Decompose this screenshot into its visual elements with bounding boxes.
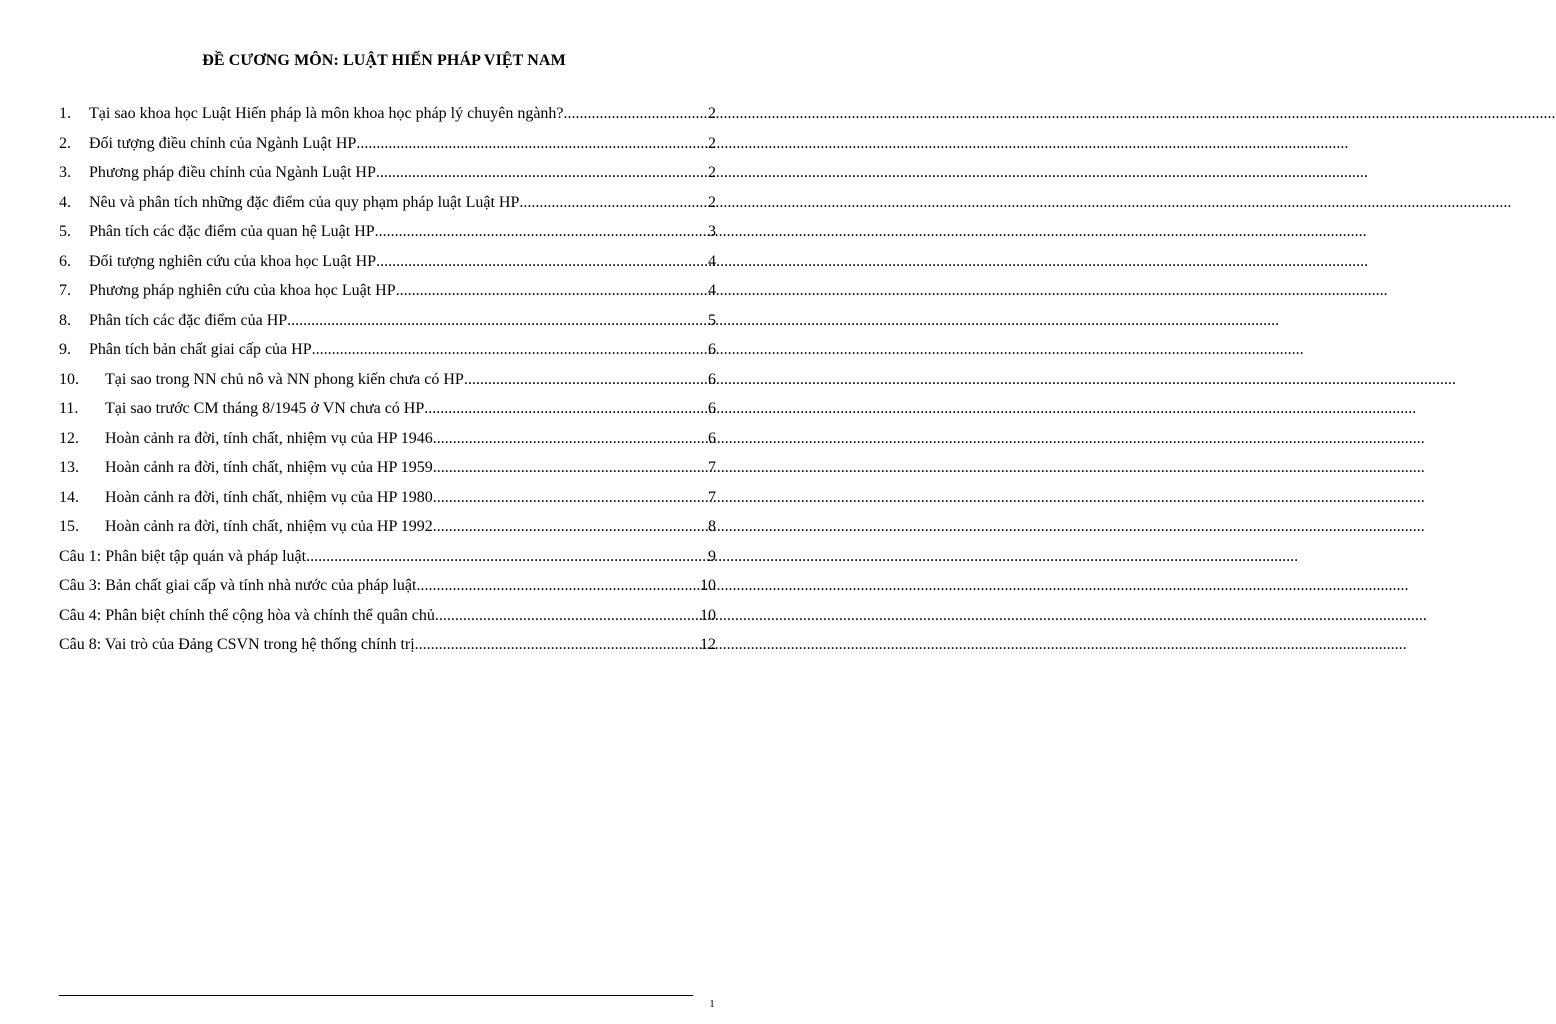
toc-entry-title: Phương pháp nghiên cứu của khoa học Luật HP — [89, 282, 396, 299]
toc-entry-page: 6 — [708, 341, 716, 358]
toc-entry-number: 9. — [59, 341, 71, 358]
toc-entry-title: Hoàn cảnh ra đời, tính chất, nhiệm vụ của HP 1980 — [105, 488, 433, 506]
toc-entry[interactable] — [59, 129, 716, 159]
toc-dot-leader — [306, 542, 708, 572]
toc-entry[interactable] — [59, 512, 716, 542]
toc-dot-leader — [433, 424, 708, 454]
toc-entry[interactable] — [59, 188, 716, 218]
toc-entry[interactable] — [59, 394, 716, 424]
toc-entry-title: Nêu và phân tích những đặc điểm của quy phạm pháp luật Luật HP — [89, 193, 520, 211]
footer-page-number: 1 — [709, 998, 715, 1010]
toc-entry-number: 11. — [59, 400, 79, 417]
toc-entry-number: 10. — [59, 370, 79, 388]
toc-entry-page: 2 — [708, 193, 716, 211]
toc-entry-page: 9 — [708, 547, 716, 565]
toc-entry-number: 8. — [59, 311, 71, 329]
toc-dot-leader — [519, 188, 708, 218]
toc-entry-title: Câu 4: Phân biệt chính thể cộng hòa và chính thể quân chủ — [59, 606, 435, 624]
toc-entry[interactable] — [59, 158, 716, 188]
toc-dot-leader — [433, 483, 708, 513]
toc-entry-page: 8 — [708, 518, 716, 535]
toc-dot-leader — [396, 276, 708, 306]
toc-dot-leader — [415, 630, 700, 660]
toc-entry[interactable] — [59, 365, 716, 395]
toc-entry-page: 2 — [708, 105, 716, 122]
table-of-contents — [59, 99, 716, 660]
toc-entry[interactable] — [59, 542, 716, 572]
toc-entry-number: 12. — [59, 429, 79, 447]
toc-entry-number: 7. — [59, 282, 71, 299]
toc-entry-page: 4 — [708, 252, 716, 270]
toc-entry-page: 10 — [700, 577, 716, 594]
toc-dot-leader — [287, 306, 708, 336]
toc-entry-title: Hoàn cảnh ra đời, tính chất, nhiệm vụ của HP 1946 — [105, 429, 433, 447]
toc-dot-leader — [375, 217, 708, 247]
toc-entry-page: 3 — [708, 223, 716, 240]
toc-entry-title: Phân tích bản chất giai cấp của HP — [89, 341, 312, 358]
toc-entry[interactable] — [59, 276, 716, 306]
toc-entry[interactable] — [59, 424, 716, 454]
toc-entry-page: 6 — [708, 370, 716, 388]
toc-entry-page: 4 — [708, 282, 716, 299]
toc-entry-title: Phương pháp điều chỉnh của Ngành Luật HP — [89, 164, 376, 181]
toc-entry-page: 6 — [708, 429, 716, 447]
toc-entry-number: 14. — [59, 488, 79, 506]
toc-entry-number: 2. — [59, 134, 71, 152]
toc-entry-page: 2 — [708, 134, 716, 152]
toc-dot-leader — [433, 512, 708, 542]
toc-entry-title: Đối tượng nghiên cứu của khoa học Luật HP — [89, 252, 377, 270]
toc-entry[interactable] — [59, 571, 716, 601]
toc-entry[interactable] — [59, 306, 716, 336]
toc-dot-leader — [376, 247, 708, 277]
toc-dot-leader — [564, 99, 708, 129]
toc-entry[interactable] — [59, 99, 716, 129]
toc-entry-page: 6 — [708, 400, 716, 417]
toc-dot-leader — [435, 601, 700, 631]
toc-entry-title: Tại sao trong NN chủ nô và NN phong kiến chưa có HP — [105, 370, 464, 388]
toc-entry-title: Phân tích các đặc điểm của quan hệ Luật HP — [89, 223, 375, 240]
toc-dot-leader — [356, 129, 708, 159]
toc-entry[interactable] — [59, 247, 716, 277]
toc-entry-page: 10 — [700, 606, 716, 624]
toc-entry[interactable] — [59, 630, 716, 660]
toc-entry-title: Phân tích các đặc điểm của HP — [89, 311, 288, 329]
toc-dot-leader — [312, 335, 708, 365]
toc-entry[interactable] — [59, 217, 716, 247]
toc-entry-title: Hoàn cảnh ra đời, tính chất, nhiệm vụ của HP 1959 — [105, 459, 433, 476]
toc-entry-title: Tại sao trước CM tháng 8/1945 ở VN chưa có HP — [105, 400, 425, 417]
footer-divider — [59, 995, 693, 996]
toc-entry[interactable] — [59, 601, 716, 631]
toc-entry-number: 4. — [59, 193, 71, 211]
toc-dot-leader — [376, 158, 708, 188]
toc-entry-title: Hoàn cảnh ra đời, tính chất, nhiệm vụ của HP 1992 — [105, 518, 433, 535]
toc-entry-number: 1. — [59, 105, 71, 122]
toc-dot-leader — [433, 453, 708, 483]
toc-entry-page: 5 — [708, 311, 716, 329]
toc-entry[interactable] — [59, 335, 716, 365]
toc-entry-page: 7 — [708, 459, 716, 476]
toc-dot-leader — [464, 365, 708, 395]
toc-entry-page: 2 — [708, 164, 716, 181]
toc-entry-page: 7 — [708, 488, 716, 506]
toc-entry-title: Câu 3: Bản chất giai cấp và tính nhà nước của pháp luật — [59, 577, 417, 594]
toc-dot-leader — [424, 394, 708, 424]
toc-entry-number: 3. — [59, 164, 71, 181]
toc-entry-title: Câu 1: Phân biệt tập quán và pháp luật — [59, 547, 307, 565]
toc-entry-number: 5. — [59, 223, 71, 240]
toc-entry-number: 6. — [59, 252, 71, 270]
toc-entry-number: 13. — [59, 459, 79, 476]
toc-entry-number: 15. — [59, 518, 79, 535]
document-title: ĐỀ CƯƠNG MÔN: LUẬT HIẾN PHÁP VIỆT NAM — [202, 52, 566, 69]
toc-entry-title: Tại sao khoa học Luật Hiến pháp là môn khoa học pháp lý chuyên ngành? — [89, 105, 564, 122]
toc-dot-leader — [416, 571, 700, 601]
toc-entry[interactable] — [59, 453, 716, 483]
toc-entry[interactable] — [59, 483, 716, 513]
toc-entry-title: Câu 8: Vai trò của Đảng CSVN trong hệ thống chính trị — [59, 636, 415, 653]
toc-entry-title: Đối tượng điều chỉnh của Ngành Luật HP — [89, 134, 357, 152]
toc-entry-page: 12 — [700, 636, 716, 653]
